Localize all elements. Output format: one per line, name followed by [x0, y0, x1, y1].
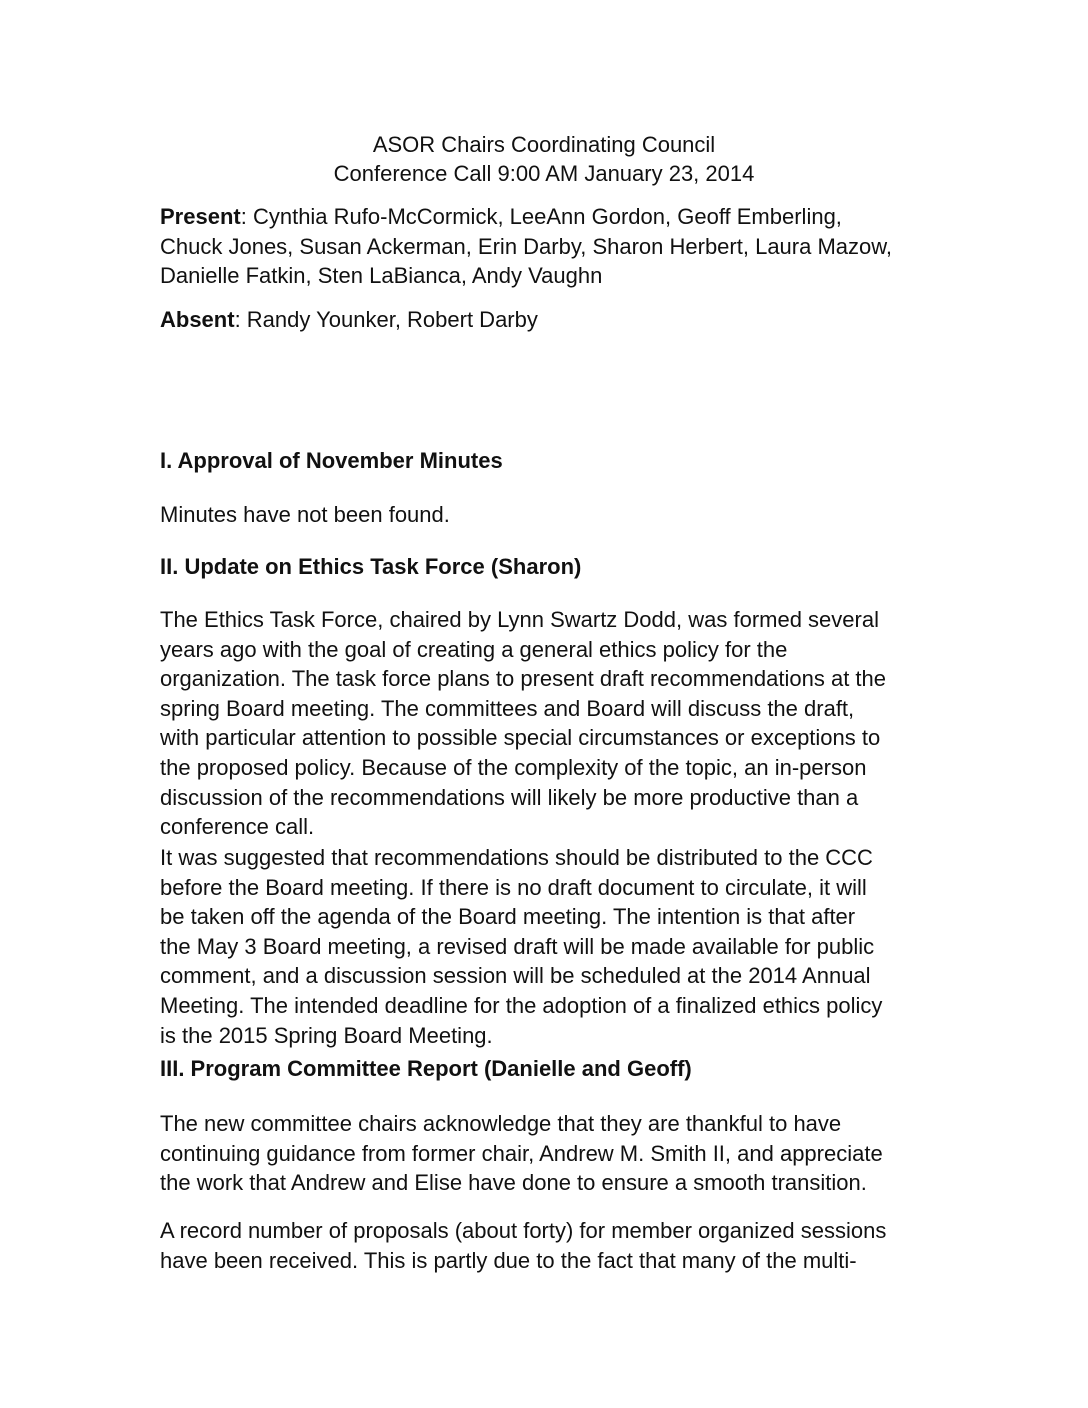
- section-paragraph: [160, 1216, 950, 1275]
- paragraph-line: organization. The task force plans to present draft recommendations at the: [160, 666, 886, 692]
- paragraph-line: continuing guidance from former chair, Andrew M. Smith II, and appreciate: [160, 1140, 883, 1166]
- section-heading: I. Approval of November Minutes: [160, 448, 503, 473]
- paragraph-line: discussion of the recommendations will likely be more productive than a: [160, 784, 859, 810]
- section-paragraph: [160, 500, 950, 530]
- absent-names: Randy Younker, Robert Darby: [246, 307, 538, 332]
- absent-label: Absent: [160, 307, 235, 332]
- present-block: [160, 202, 950, 291]
- paragraph-line: conference call.: [160, 814, 315, 840]
- present-label: Present: [160, 204, 241, 229]
- present-names: Cynthia Rufo-McCormick, LeeAnn Gordon, Geoff Emberling,: [252, 204, 842, 229]
- paragraph-line: spring Board meeting. The committees and Board will discuss the draft,: [160, 695, 855, 721]
- paragraph-line: the May 3 Board meeting, a revised draft will be made available for public: [160, 933, 875, 959]
- present-names: Chuck Jones, Susan Ackerman, Erin Darby, Sharon Herbert, Laura Mazow,: [160, 233, 893, 259]
- absent-block: [160, 305, 950, 335]
- document-subtitle: Conference Call 9:00 AM January 23, 2014: [333, 161, 755, 186]
- section-heading: II. Update on Ethics Task Force (Sharon): [160, 554, 582, 579]
- section-paragraph: [160, 1109, 950, 1198]
- paragraph-line: the proposed policy. Because of the complexity of the topic, an in-person: [160, 754, 867, 780]
- paragraph-line: be taken off the agenda of the Board meeting. The intention is that after: [160, 904, 856, 930]
- present-names: Danielle Fatkin, Sten LaBianca, Andy Vaughn: [160, 263, 603, 289]
- present-line: Present: Cynthia Rufo-McCormick, LeeAnn Gordon, Geoff Emberling,: [160, 204, 842, 229]
- paragraph-line: comment, and a discussion session will be scheduled at the 2014 Annual: [160, 963, 871, 989]
- section-heading: III. Program Committee Report (Danielle and Geoff): [160, 1056, 692, 1081]
- paragraph-line: years ago with the goal of creating a general ethics policy for the: [160, 636, 788, 662]
- paragraph-line: is the 2015 Spring Board Meeting.: [160, 1022, 493, 1048]
- paragraph-line: before the Board meeting. If there is no draft document to circulate, it will: [160, 874, 867, 900]
- paragraph-line: The Ethics Task Force, chaired by Lynn Swartz Dodd, was formed several: [160, 607, 879, 632]
- document-title: ASOR Chairs Coordinating Council: [372, 132, 716, 157]
- section-paragraph: [160, 605, 950, 842]
- paragraph-line: A record number of proposals (about forty) for member organized sessions: [160, 1218, 887, 1243]
- paragraph-line: It was suggested that recommendations should be distributed to the CCC: [160, 845, 873, 870]
- paragraph-line: Minutes have not been found.: [160, 502, 450, 527]
- paragraph-line: The new committee chairs acknowledge that they are thankful to have: [160, 1111, 842, 1136]
- paragraph-line: with particular attention to possible special circumstances or exceptions to: [160, 725, 881, 751]
- absent-line: Absent: Randy Younker, Robert Darby: [160, 307, 538, 332]
- section-paragraph: [160, 843, 950, 1050]
- paragraph-line: Meeting. The intended deadline for the adoption of a finalized ethics policy: [160, 992, 883, 1018]
- paragraph-line: have been received. This is partly due to the fact that many of the multi-: [160, 1247, 857, 1273]
- paragraph-line: the work that Andrew and Elise have done to ensure a smooth transition.: [160, 1170, 867, 1196]
